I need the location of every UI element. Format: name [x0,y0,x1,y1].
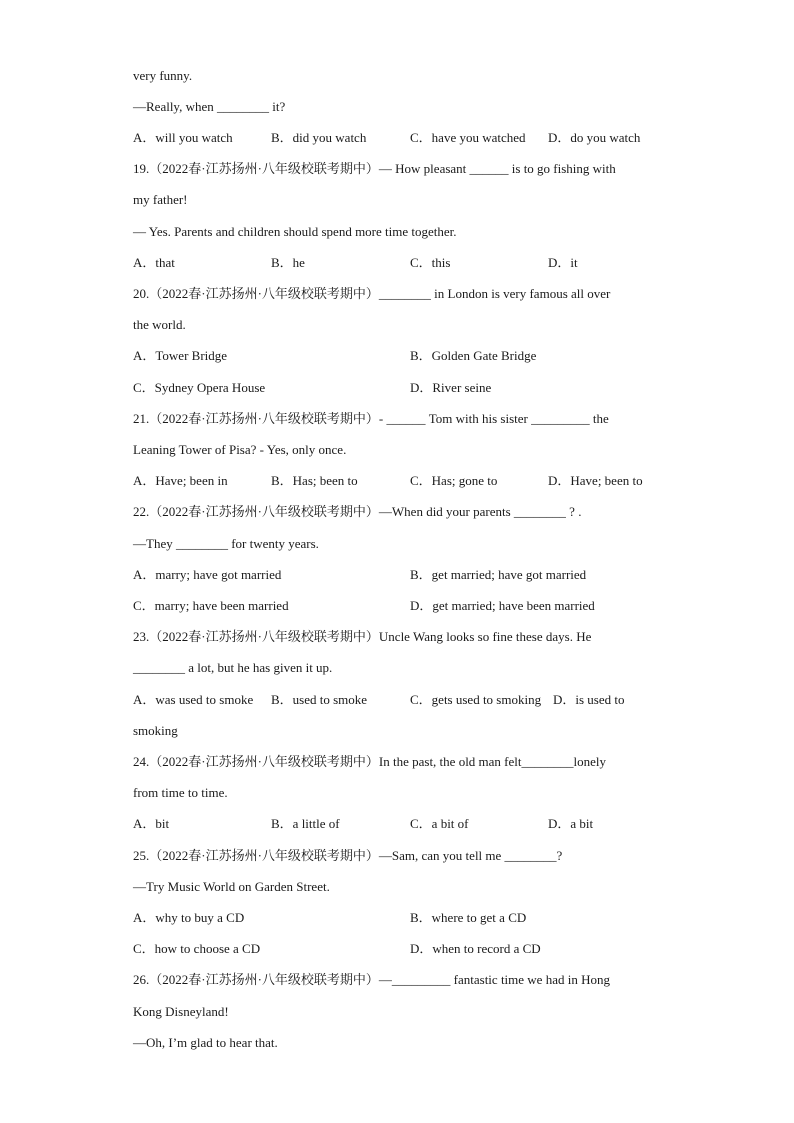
q20-option-d: D．River seine [410,380,492,395]
question-23-stem-cont: ________ a lot, but he has given it up. [133,660,333,675]
q21-option-c: C．Has; gone to [410,473,498,488]
question-25-reply: —Try Music World on Garden Street. [133,879,330,894]
q18-option-d: D．do you watch [548,130,641,145]
q24-option-c: C．a bit of [410,816,469,831]
q23-option-d: D．is used to [553,692,625,707]
q20-option-b: B．Golden Gate Bridge [410,348,537,363]
q21-option-a: A．Have; been in [133,473,228,488]
q18-option-b: B．did you watch [271,130,367,145]
question-26-stem-cont: Kong Disneyland! [133,1004,229,1019]
q20-option-a: A．Tower Bridge [133,348,228,363]
q18-option-c: C．have you watched [410,130,526,145]
q19-option-a: A．that [133,255,175,270]
question-21-stem-cont: Leaning Tower of Pisa? - Yes, only once. [133,442,347,457]
question-24-stem-cont: from time to time. [133,785,228,800]
question-22-stem: 22.（2022春·江苏扬州·八年级校联考期中）—When did your parents ________ ? . [133,504,582,519]
q25-option-a: A．why to buy a CD [133,910,245,925]
q23-option-c: C．gets used to smoking [410,692,542,707]
q24-option-d: D．a bit [548,816,594,831]
q25-option-c: C．how to choose a CD [133,941,261,956]
q20-option-c: C．Sydney Opera House [133,380,266,395]
q25-option-b: B．where to get a CD [410,910,527,925]
q22-option-c: C．marry; have been married [133,598,289,613]
q21-option-b: B．Has; been to [271,473,358,488]
q22-option-b: B．get married; have got married [410,567,587,582]
question-26-reply: —Oh, I’m glad to hear that. [133,1035,278,1050]
q24-option-a: A．bit [133,816,170,831]
question-25-stem: 25.（2022春·江苏扬州·八年级校联考期中）—Sam, can you tell me ________? [133,848,563,863]
question-20-stem-cont: the world. [133,317,186,332]
q22-option-d: D．get married; have been married [410,598,595,613]
question-23-stem: 23.（2022春·江苏扬州·八年级校联考期中）Uncle Wang looks so fine these days. He [133,629,592,644]
q18-option-a: A．will you watch [133,130,233,145]
q19-option-c: C．this [410,255,451,270]
question-18-text-end: very funny. [133,68,193,83]
question-19-stem: 19.（2022春·江苏扬州·八年级校联考期中）— How pleasant ______ is to go fishing with [133,161,616,176]
q24-option-b: B．a little of [271,816,340,831]
question-20-stem: 20.（2022春·江苏扬州·八年级校联考期中）________ in London is very famous all over [133,286,611,301]
q19-option-b: B．he [271,255,305,270]
question-19-stem-cont: my father! [133,192,188,207]
q25-option-d: D．when to record a CD [410,941,541,956]
q23-option-b: B．used to smoke [271,692,368,707]
q21-option-d: D．Have; been to [548,473,643,488]
q22-option-a: A．marry; have got married [133,567,282,582]
question-26-stem: 26.（2022春·江苏扬州·八年级校联考期中）—_________ fantastic time we had in Hong [133,972,610,987]
question-18-reply: —Really, when ________ it? [133,99,286,114]
q23-option-d-cont: smoking [133,723,178,738]
q19-option-d: D．it [548,255,578,270]
question-19-reply: — Yes. Parents and children should spend more time together. [133,224,457,239]
question-21-stem: 21.（2022春·江苏扬州·八年级校联考期中）- ______ Tom with his sister _________ the [133,411,609,426]
q23-option-a: A．was used to smoke [133,692,254,707]
question-22-reply: —They ________ for twenty years. [133,536,319,551]
question-24-stem: 24.（2022春·江苏扬州·八年级校联考期中）In the past, the old man felt________lonely [133,754,607,769]
